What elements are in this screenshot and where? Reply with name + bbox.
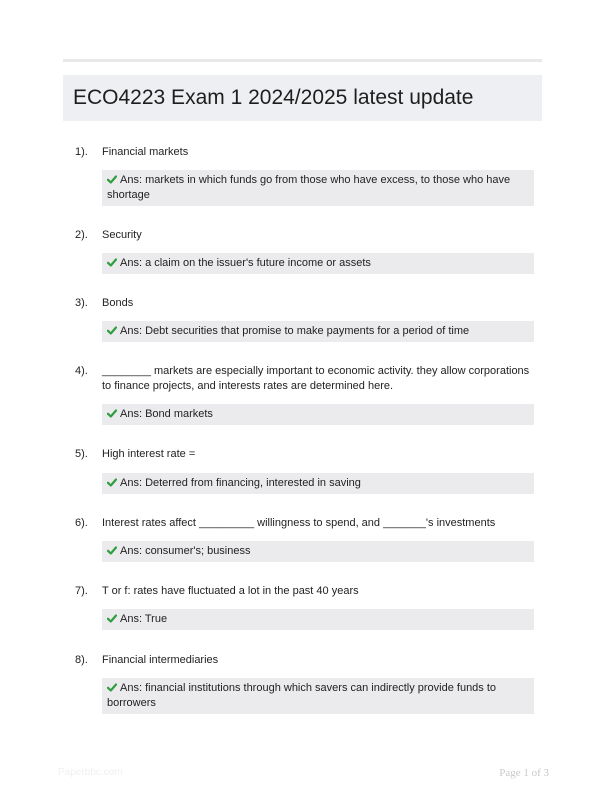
- answer-text: Ans: markets in which funds go from those who have excess, to those who have shortage: [107, 174, 511, 201]
- page-title: ECO4223 Exam 1 2024/2025 latest update: [73, 86, 474, 109]
- question-text: Financial intermediaries: [102, 654, 219, 666]
- question-text: Financial markets: [102, 146, 189, 158]
- answer-text: Ans: a claim on the issuer's future income or assets: [120, 257, 371, 269]
- answer-box-6: [102, 541, 534, 562]
- question-number: 3).: [75, 297, 88, 309]
- watermark-text: Paperbbc.com: [58, 767, 123, 778]
- question-number: 1).: [75, 146, 88, 158]
- check-icon: [107, 326, 117, 335]
- page-number: Page 1 of 3: [499, 767, 549, 779]
- question-number: 6).: [75, 517, 88, 529]
- answer-text: Ans: financial institutions through which savers can indirectly provide funds to borrowers: [107, 682, 497, 709]
- answer-text: Ans: consumer's; business: [120, 545, 251, 557]
- title-bar: [63, 75, 542, 121]
- question-text: T or f: rates have fluctuated a lot in the past 40 years: [102, 585, 359, 597]
- question-number: 2).: [75, 229, 88, 241]
- answer-box-4: [102, 404, 534, 425]
- check-icon: [107, 614, 117, 623]
- question-text: Interest rates affect _________ willingness to spend, and _______'s investments: [102, 517, 496, 529]
- answer-box-7: [102, 609, 534, 630]
- question-number: 8).: [75, 654, 88, 666]
- check-icon: [107, 683, 117, 692]
- answer-text: Ans: Debt securities that promise to make payments for a period of time: [120, 325, 470, 337]
- check-icon: [107, 409, 117, 418]
- answer-text: Ans: Deterred from financing, interested in saving: [120, 477, 361, 489]
- question-text: Security: [102, 229, 142, 241]
- answer-box-8: [102, 678, 534, 714]
- question-text: High interest rate =: [102, 448, 196, 460]
- answer-text: Ans: Bond markets: [120, 408, 213, 420]
- question-text: ________ markets are especially important to economic activity. they allow corporations to finance projects, and interests rates are determined here.: [102, 365, 530, 392]
- question-number: 4).: [75, 365, 88, 377]
- check-icon: [107, 175, 117, 184]
- answer-box-2: [102, 253, 534, 274]
- answer-box-5: [102, 473, 534, 494]
- question-text: Bonds: [102, 297, 134, 309]
- check-icon: [107, 546, 117, 555]
- answer-text: Ans: True: [120, 613, 168, 625]
- top-divider: [63, 59, 542, 62]
- check-icon: [107, 478, 117, 487]
- answer-box-3: [102, 321, 534, 342]
- check-icon: [107, 258, 117, 267]
- question-number: 5).: [75, 448, 88, 460]
- question-number: 7).: [75, 585, 88, 597]
- answer-box-1: [102, 170, 534, 206]
